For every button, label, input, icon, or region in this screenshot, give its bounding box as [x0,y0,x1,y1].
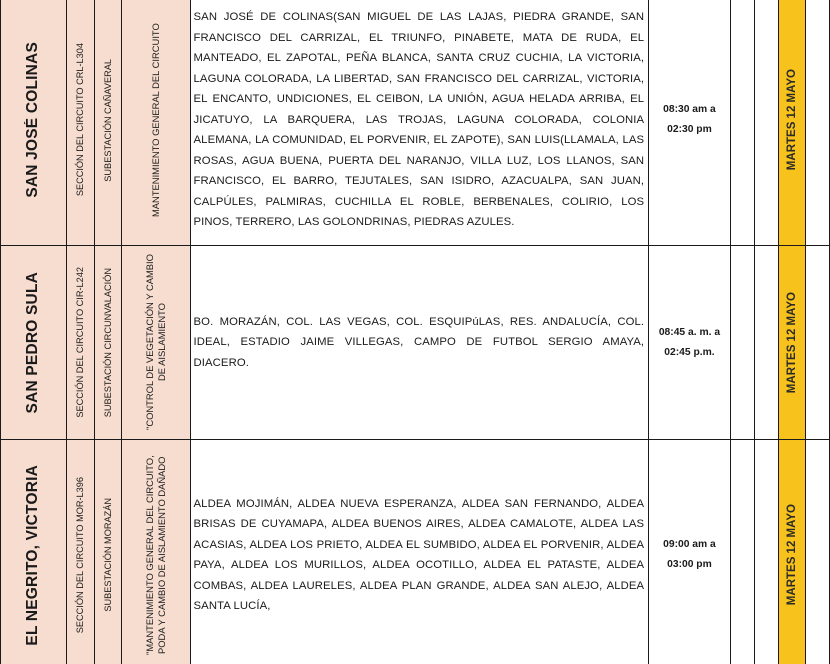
time-start: 08:30 am a [663,104,716,115]
city-name: SAN JOSÉ COLINAS [24,42,42,198]
date-label: MARTES 12 MAYO [785,291,798,394]
city-name: SAN PEDRO SULA [24,271,42,414]
time-start: 08:45 a. m. a [658,326,721,338]
circuit-cell [66,0,94,246]
blank-cell [730,0,754,246]
blank-cell [805,246,829,440]
date-cell [778,0,805,246]
affected-places: SAN JOSÉ DE COLINAS(SAN MIGUEL DE LAS LAJAS, PIEDRA GRANDE, SAN FRANCISCO DEL CARRIZAL, EL TRIUNFO, PINABETE, MATA DE RUDA, EL MANTEADO, EL ZAPOTAL, PEÑA BLANCA, SANTA CRUZ CUCHIA, LA VICTORIA, LAGUNA COLORADA, LA LIBERTAD, SAN FRANCISCO DEL CARRIZAL, VICTORIA, EL ENCANTO, UNDICIONES, EL CEIBON, LA UNIÓN, AGUA HELADA ARRIBA, EL JICATUYO, LA BARQUERA, LAS TROJAS, LAGUNA COLORADA, COLONIA ALEMANA, LA COMUNIDAD, EL PORVENIR, EL ZAPOTE), SAN LUIS(LLAMALA, LAS ROSAS, AGUA BUENA, PUERTA DEL NARANJO, VILLA LUZ, LOS LLANOS, SAN FRANCISCO, EL BARRO, TEJUTALES, SAN ISIDRO, AZACUALPA, SAN JUAN, CALPÚLES, PALMIRAS, CUCHILLA EL ROBLE, BERBENALES, COLIRIO, LOS PINOS, TERRERO, LAS GOLONDRINAS, PIEDRAS AZULES. [193,11,645,229]
work-description: "MANTENIMIENTO GENERAL DEL CIRCUITO, PODA Y CAMBIO DE AISLAMIENTO DAÑADO [143,455,168,655]
affected-places: BO. MORAZÁN, COL. LAS VEGAS, COL. ESQUIPúLAS, RES. ANDALUCÍA, COL. IDEAL, ESTADIO JAIME VILLEGAS, CAMPO DE FUTBOL SERGIO AMAYA, DIACERO. [193,315,645,369]
time-end: 02:45 p.m. [664,346,715,358]
time-cell [649,440,731,664]
affected-places: ALDEA MOJIMÁN, ALDEA NUEVA ESPERANZA, ALDEA SAN FERNANDO, ALDEA BRISAS DE CUYAMAPA, ALDEA BUENOS AIRES, ALDEA CAMALOTE, ALDEA LAS ACASIAS, ALDEA LOS PRIETO, ALDEA EL SUMBIDO, ALDEA EL PORVENIR, ALDEA PAYA, ALDEA LOS MURILLOS, ALDEA OCOTILLO, ALDEA EL PATASTE, ALDEA COMBAS, ALDEA LAURELES, ALDEA PLAN GRANDE, ALDEA SAN ALEJO, ALDEA SANTA LUCÍA, [193,497,645,612]
city-cell [1,0,67,246]
work-cell [122,0,190,246]
table-row [1,0,830,246]
date-label: MARTES 12 MAYO [785,504,798,606]
table-row [1,440,830,664]
time-cell [649,246,731,440]
places-cell [190,246,649,440]
circuit-cell [66,440,94,664]
substation-name: SUBESTACIÓN CIRCUNVALACIÓN [102,267,113,418]
places-cell [190,440,649,664]
city-cell [1,246,67,440]
city-name: EL NEGRITO, VICTORIA [24,464,42,646]
circuit-cell [66,246,94,440]
substation-cell [95,246,122,440]
time-end: 03:00 pm [667,559,712,570]
circuit-section: SECCIÓN DEL CIRCUITO CRL-L304 [74,43,85,197]
blank-cell [805,440,829,664]
work-cell [122,246,190,440]
time-cell [649,0,731,246]
work-description: MANTENIMIENTO GENERAL DEL CIRCUITO [149,23,161,217]
substation-cell [95,440,122,664]
substation-name: SUBESTACIÓN CAÑAVERAL [102,58,113,182]
work-description: "CONTROL DE VEGETACIÓN Y CAMBIO DE AISLAMIENTO [143,254,168,431]
substation-cell [95,0,122,246]
blank-cell [754,440,778,664]
places-cell [190,0,649,246]
blank-cell [730,246,754,440]
work-cell [122,440,190,664]
circuit-section: SECCIÓN DEL CIRCUITO CIR-L242 [74,267,85,418]
time-end: 02:30 pm [667,124,712,135]
date-cell [778,440,805,664]
blank-cell [754,0,778,246]
date-cell [778,246,805,440]
date-label: MARTES 12 MAYO [785,69,798,171]
time-start: 09:00 am a [663,539,716,550]
table-row [1,246,830,440]
substation-name: SUBESTACIÓN MORAZÁN [102,498,113,612]
blank-cell [730,440,754,664]
blank-cell [805,0,829,246]
circuit-section: SECCIÓN DEL CIRCUITO MOR-L396 [74,476,85,634]
blank-cell [754,246,778,440]
city-cell [1,440,67,664]
